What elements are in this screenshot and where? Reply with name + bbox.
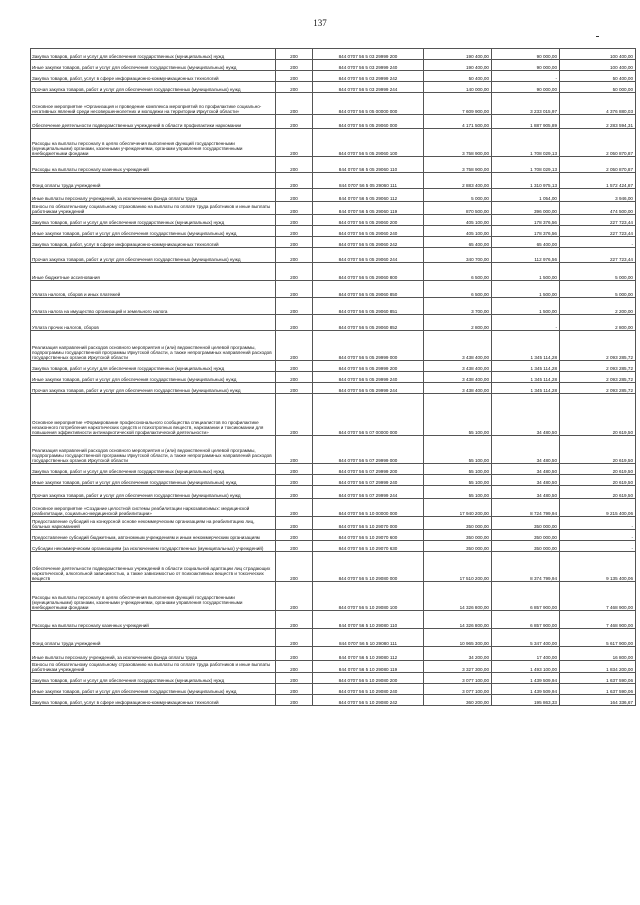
- row-name-cell: Иные бюджетные ассигнования: [31, 263, 276, 281]
- row-executed-cell: 34 480,50: [492, 394, 560, 436]
- row-remaining-cell: 1 834 200,00: [560, 661, 636, 673]
- row-executed-cell: 396 000,00: [492, 202, 560, 215]
- row-name-cell: Расходы на выплаты персоналу казенных учреждений: [31, 157, 276, 173]
- row-type-cell: 200: [276, 436, 313, 464]
- row-type-cell: 200: [276, 361, 313, 372]
- row-type-cell: 200: [276, 263, 313, 281]
- row-remaining-cell: 474 500,00: [560, 202, 636, 215]
- row-name-cell: Иные закупки товаров, работ и услуг для обеспечения государственных (муниципальных) нужд: [31, 372, 276, 383]
- row-approved-cell: 340 700,00: [424, 248, 492, 263]
- row-name-cell: Иные выплаты персоналу учреждений, за исключением фонда оплаты труда: [31, 189, 276, 202]
- row-remaining-cell: -: [560, 517, 636, 530]
- row-code-cell: 844 0707 56 5 05 29060 200: [313, 215, 424, 226]
- table-row: [31, 82, 636, 93]
- row-approved-cell: 14 326 800,00: [424, 611, 492, 629]
- row-remaining-cell: 20 619,50: [560, 475, 636, 486]
- table-row: [31, 202, 636, 215]
- row-executed-cell: 1 345 114,28: [492, 372, 560, 383]
- row-executed-cell: 5 347 400,00: [492, 629, 560, 647]
- row-executed-cell: 65 400,00: [492, 237, 560, 248]
- row-code-cell: 844 0707 56 5 05 29060 111: [313, 173, 424, 189]
- row-approved-cell: 350 000,00: [424, 517, 492, 530]
- row-type-cell: 200: [276, 202, 313, 215]
- row-name-cell: Субсидии некоммерческим организациям (за исключением государственных (муниципальных) учреждений): [31, 541, 276, 552]
- row-name-cell: Предоставление субсидий на конкурсной основе некоммерческим организациям на реабилитацию лиц, больных наркоманией: [31, 517, 276, 530]
- row-remaining-cell: 1 637 590,06: [560, 684, 636, 695]
- table-row: [31, 157, 636, 173]
- row-name-cell: Закупка товаров, работ, услуг в сфере информационно-коммуникационных технологий: [31, 71, 276, 82]
- row-executed-cell: 1 345 114,28: [492, 331, 560, 361]
- row-executed-cell: 112 976,56: [492, 248, 560, 263]
- row-name-cell: Уплата прочих налогов, сборов: [31, 315, 276, 331]
- row-code-cell: 844 0707 56 5 05 29060 850: [313, 281, 424, 298]
- row-remaining-cell: 1 572 424,87: [560, 173, 636, 189]
- table-row: [31, 115, 636, 129]
- row-type-cell: 200: [276, 530, 313, 541]
- row-executed-cell: 178 376,56: [492, 215, 560, 226]
- row-executed-cell: 1 310 975,13: [492, 173, 560, 189]
- row-name-cell: Иные закупки товаров, работ и услуг для обеспечения государственных (муниципальных) нужд: [31, 60, 276, 71]
- row-remaining-cell: 20 619,50: [560, 486, 636, 499]
- row-type-cell: 200: [276, 71, 313, 82]
- table-row: [31, 695, 636, 706]
- row-name-cell: Прочая закупка товаров, работ и услуг для обеспечения государственных (муниципальных) нужд: [31, 82, 276, 93]
- row-executed-cell: 34 480,50: [492, 464, 560, 475]
- row-code-cell: 844 0707 56 5 05 29060 100: [313, 129, 424, 157]
- row-name-cell: Фонд оплаты труда учреждений: [31, 173, 276, 189]
- row-remaining-cell: 2 800,00: [560, 315, 636, 331]
- row-remaining-cell: 100 400,00: [560, 49, 636, 60]
- row-executed-cell: -: [492, 315, 560, 331]
- row-remaining-cell: 2 093 285,72: [560, 372, 636, 383]
- table-row: [31, 517, 636, 530]
- row-type-cell: 200: [276, 661, 313, 673]
- row-name-cell: Уплата налогов, сборов и иных платежей: [31, 281, 276, 298]
- row-name-cell: Расходы на выплаты персоналу казенных учреждений: [31, 611, 276, 629]
- row-code-cell: 844 0707 56 5 10 29080 000: [313, 552, 424, 582]
- row-remaining-cell: 100 400,00: [560, 60, 636, 71]
- row-code-cell: 844 0707 56 5 07 29999 200: [313, 464, 424, 475]
- table-row: [31, 530, 636, 541]
- row-type-cell: 200: [276, 331, 313, 361]
- row-name-cell: Прочая закупка товаров, работ и услуг для обеспечения государственных (муниципальных) нужд: [31, 486, 276, 499]
- row-remaining-cell: 16 800,00: [560, 647, 636, 661]
- table-row: [31, 647, 636, 661]
- row-name-cell: Реализация направлений расходов основного мероприятия и (или) ведомственной целевой программы, подпрограммы государственной программы Иркутской области, а также непрограммных направлений расходов государственных органов Иркутской области: [31, 436, 276, 464]
- row-code-cell: 844 0707 56 5 10 29080 242: [313, 695, 424, 706]
- row-remaining-cell: -: [560, 530, 636, 541]
- row-type-cell: 200: [276, 157, 313, 173]
- row-executed-cell: 1 345 114,28: [492, 361, 560, 372]
- table-row: [31, 673, 636, 684]
- row-type-cell: 200: [276, 82, 313, 93]
- table-row: [31, 331, 636, 361]
- row-type-cell: 200: [276, 629, 313, 647]
- row-approved-cell: 6 500,00: [424, 281, 492, 298]
- table-row: [31, 475, 636, 486]
- row-name-cell: Иные закупки товаров, работ и услуг для обеспечения государственных (муниципальных) нужд: [31, 226, 276, 237]
- row-name-cell: Расходы на выплаты персоналу в целях обеспечения выполнения функций государственными (муниципальными) органами, казенными учреждениями, органами управления государственными внебюджетными фондами: [31, 129, 276, 157]
- row-executed-cell: 1 500,00: [492, 263, 560, 281]
- row-type-cell: 200: [276, 173, 313, 189]
- row-approved-cell: 6 500,00: [424, 263, 492, 281]
- row-remaining-cell: 7 468 900,00: [560, 611, 636, 629]
- row-approved-cell: 3 758 900,00: [424, 129, 492, 157]
- row-remaining-cell: 2 093 285,72: [560, 361, 636, 372]
- table-row: [31, 49, 636, 60]
- row-code-cell: 844 0707 56 5 05 29999 000: [313, 331, 424, 361]
- row-type-cell: 200: [276, 237, 313, 248]
- table-row: [31, 298, 636, 315]
- row-executed-cell: 34 480,50: [492, 475, 560, 486]
- row-remaining-cell: 20 619,50: [560, 464, 636, 475]
- row-type-cell: 200: [276, 60, 313, 71]
- row-type-cell: 200: [276, 189, 313, 202]
- row-code-cell: 844 0707 56 5 03 29999 242: [313, 71, 424, 82]
- row-code-cell: 844 0707 56 5 03 29999 244: [313, 82, 424, 93]
- row-executed-cell: 1 439 509,94: [492, 684, 560, 695]
- row-type-cell: 200: [276, 475, 313, 486]
- table-row: [31, 661, 636, 673]
- row-remaining-cell: 227 723,44: [560, 215, 636, 226]
- row-name-cell: Реализация направлений расходов основного мероприятия и (или) ведомственной целевой программы, подпрограммы государственной программы Иркутской области, а также непрограммных направлений расходов государственных органов Иркутской области: [31, 331, 276, 361]
- row-executed-cell: 90 000,00: [492, 49, 560, 60]
- row-remaining-cell: 2 200,00: [560, 298, 636, 315]
- row-approved-cell: 3 438 400,00: [424, 331, 492, 361]
- row-executed-cell: 6 857 900,00: [492, 582, 560, 611]
- row-name-cell: Прочая закупка товаров, работ и услуг для обеспечения государственных (муниципальных) нужд: [31, 383, 276, 394]
- row-executed-cell: 350 000,00: [492, 541, 560, 552]
- row-remaining-cell: 2 093 285,72: [560, 383, 636, 394]
- row-code-cell: 844 0707 56 5 10 29070 630: [313, 541, 424, 552]
- row-type-cell: 200: [276, 673, 313, 684]
- row-remaining-cell: 7 468 900,00: [560, 582, 636, 611]
- row-name-cell: Закупка товаров, работ и услуг для обеспечения государственных (муниципальных) нужд: [31, 673, 276, 684]
- row-code-cell: 844 0707 56 5 07 00000 000: [313, 394, 424, 436]
- row-name-cell: Основное мероприятие «Создание целостной системы реабилитации наркозависимых: медицинской реабилитации, социально-медицинской реабилитации»: [31, 499, 276, 517]
- row-remaining-cell: 227 723,44: [560, 248, 636, 263]
- row-code-cell: 844 0707 56 5 10 29080 119: [313, 661, 424, 673]
- row-approved-cell: 140 000,00: [424, 82, 492, 93]
- row-name-cell: Закупка товаров, работ, услуг в сфере информационно-коммуникационных технологий: [31, 695, 276, 706]
- row-executed-cell: 1 500,00: [492, 281, 560, 298]
- row-code-cell: 844 0707 56 5 03 29999 200: [313, 49, 424, 60]
- row-executed-cell: -: [492, 71, 560, 82]
- row-remaining-cell: -: [560, 541, 636, 552]
- row-executed-cell: 1 439 509,94: [492, 673, 560, 684]
- row-type-cell: 200: [276, 93, 313, 115]
- row-remaining-cell: 9 215 400,06: [560, 499, 636, 517]
- row-code-cell: 844 0707 56 5 10 29080 112: [313, 647, 424, 661]
- row-executed-cell: 8 374 799,94: [492, 552, 560, 582]
- row-approved-cell: 55 100,00: [424, 394, 492, 436]
- row-code-cell: 844 0707 56 5 10 29080 200: [313, 673, 424, 684]
- row-code-cell: 844 0707 56 5 05 29060 000: [313, 115, 424, 129]
- row-executed-cell: 350 000,00: [492, 517, 560, 530]
- row-name-cell: Обеспечение деятельности подведомственных учреждений в области профилактики наркомании: [31, 115, 276, 129]
- row-remaining-cell: 3 946,00: [560, 189, 636, 202]
- row-code-cell: 844 0707 56 5 05 29060 119: [313, 202, 424, 215]
- row-approved-cell: 34 200,00: [424, 647, 492, 661]
- table-row: [31, 436, 636, 464]
- row-approved-cell: 55 100,00: [424, 486, 492, 499]
- row-name-cell: Закупка товаров, работ и услуг для обеспечения государственных (муниципальных) нужд: [31, 215, 276, 226]
- row-type-cell: 200: [276, 394, 313, 436]
- row-name-cell: Закупка товаров, работ и услуг для обеспечения государственных (муниципальных) нужд: [31, 361, 276, 372]
- row-remaining-cell: 9 135 400,06: [560, 552, 636, 582]
- row-approved-cell: 350 000,00: [424, 541, 492, 552]
- row-remaining-cell: 2 093 285,72: [560, 331, 636, 361]
- row-executed-cell: 8 724 799,94: [492, 499, 560, 517]
- table-row: [31, 486, 636, 499]
- table-row: [31, 499, 636, 517]
- row-type-cell: 200: [276, 684, 313, 695]
- table-row: [31, 611, 636, 629]
- row-approved-cell: 2 800,00: [424, 315, 492, 331]
- row-type-cell: 200: [276, 226, 313, 237]
- row-executed-cell: 1 345 114,28: [492, 383, 560, 394]
- row-approved-cell: 405 100,00: [424, 226, 492, 237]
- row-approved-cell: 50 400,00: [424, 71, 492, 82]
- row-executed-cell: 90 000,00: [492, 60, 560, 71]
- row-approved-cell: 360 200,00: [424, 695, 492, 706]
- row-approved-cell: 3 758 900,00: [424, 157, 492, 173]
- table-row: [31, 315, 636, 331]
- row-type-cell: 200: [276, 464, 313, 475]
- row-code-cell: 844 0707 56 5 05 00000 000: [313, 93, 424, 115]
- row-executed-cell: 195 863,33: [492, 695, 560, 706]
- table-row: [31, 394, 636, 436]
- row-approved-cell: 3 077 100,00: [424, 684, 492, 695]
- row-remaining-cell: 227 723,44: [560, 226, 636, 237]
- table-row: [31, 684, 636, 695]
- row-type-cell: 200: [276, 552, 313, 582]
- row-code-cell: 844 0707 56 5 10 29080 110: [313, 611, 424, 629]
- row-executed-cell: 6 857 900,00: [492, 611, 560, 629]
- row-code-cell: 844 0707 56 5 05 29060 800: [313, 263, 424, 281]
- row-executed-cell: 3 233 015,97: [492, 93, 560, 115]
- row-executed-cell: 34 480,50: [492, 436, 560, 464]
- row-type-cell: 200: [276, 115, 313, 129]
- row-approved-cell: 55 100,00: [424, 436, 492, 464]
- row-type-cell: 200: [276, 49, 313, 60]
- table-row: [31, 248, 636, 263]
- row-approved-cell: 65 400,00: [424, 237, 492, 248]
- row-type-cell: 200: [276, 281, 313, 298]
- row-approved-cell: 5 000,00: [424, 189, 492, 202]
- row-name-cell: Обеспечение деятельности подведомственных учреждений в области социальной адаптации лиц страдающих наркотической, алкогольной зависимостью, а также зависимостью от психоактивных веществ и токсических веществ: [31, 552, 276, 582]
- row-type-cell: 200: [276, 215, 313, 226]
- row-executed-cell: 1 054,00: [492, 189, 560, 202]
- row-code-cell: 844 0707 56 5 03 29999 240: [313, 60, 424, 71]
- table-row: [31, 464, 636, 475]
- row-name-cell: Иные выплаты персоналу учреждений, за исключением фонда оплаты труда: [31, 647, 276, 661]
- row-code-cell: 844 0707 56 5 10 29080 100: [313, 582, 424, 611]
- budget-table-sheet: [30, 48, 633, 870]
- row-name-cell: Закупка товаров, работ и услуг для обеспечения государственных (муниципальных) нужд: [31, 49, 276, 60]
- table-row: [31, 552, 636, 582]
- row-name-cell: Иные закупки товаров, работ и услуг для обеспечения государственных (муниципальных) нужд: [31, 475, 276, 486]
- row-code-cell: 844 0707 56 5 05 29060 242: [313, 237, 424, 248]
- row-type-cell: 200: [276, 499, 313, 517]
- row-code-cell: 844 0707 56 5 10 29070 600: [313, 530, 424, 541]
- row-executed-cell: 178 376,56: [492, 226, 560, 237]
- row-approved-cell: 3 438 400,00: [424, 361, 492, 372]
- table-row: [31, 629, 636, 647]
- scan-mark: [596, 36, 599, 37]
- table-row: [31, 237, 636, 248]
- row-code-cell: 844 0707 56 5 05 29060 244: [313, 248, 424, 263]
- row-approved-cell: 405 100,00: [424, 215, 492, 226]
- row-remaining-cell: 20 619,50: [560, 436, 636, 464]
- row-name-cell: Взносы по обязательному социальному страхованию на выплаты по оплате труда работников и иные выплаты работникам учреждений: [31, 202, 276, 215]
- row-name-cell: Иные закупки товаров, работ и услуг для обеспечения государственных (муниципальных) нужд: [31, 684, 276, 695]
- row-executed-cell: 350 000,00: [492, 530, 560, 541]
- row-executed-cell: 17 400,00: [492, 647, 560, 661]
- row-approved-cell: 3 700,00: [424, 298, 492, 315]
- row-type-cell: 200: [276, 541, 313, 552]
- row-executed-cell: 34 480,50: [492, 486, 560, 499]
- row-remaining-cell: 2 050 870,87: [560, 129, 636, 157]
- row-code-cell: 844 0707 56 5 07 29999 244: [313, 486, 424, 499]
- row-remaining-cell: 50 000,00: [560, 82, 636, 93]
- row-name-cell: Уплата налога на имущество организаций и земельного налога: [31, 298, 276, 315]
- row-executed-cell: 1 493 100,00: [492, 661, 560, 673]
- row-type-cell: 200: [276, 372, 313, 383]
- row-code-cell: 844 0707 56 5 05 29060 851: [313, 298, 424, 315]
- row-approved-cell: 3 438 400,00: [424, 383, 492, 394]
- row-code-cell: 844 0707 56 5 05 29060 240: [313, 226, 424, 237]
- table-row: [31, 71, 636, 82]
- table-row: [31, 541, 636, 552]
- row-name-cell: Взносы по обязательному социальному страхованию на выплаты по оплате труда работников и иные выплаты работникам учреждений: [31, 661, 276, 673]
- table-row: [31, 173, 636, 189]
- row-code-cell: 844 0707 56 5 07 29999 240: [313, 475, 424, 486]
- row-executed-cell: 1 708 029,13: [492, 129, 560, 157]
- row-remaining-cell: 1 637 590,06: [560, 673, 636, 684]
- row-name-cell: Закупка товаров, работ, услуг в сфере информационно-коммуникационных технологий: [31, 237, 276, 248]
- row-remaining-cell: 164 336,67: [560, 695, 636, 706]
- row-approved-cell: 350 000,00: [424, 530, 492, 541]
- row-approved-cell: 55 100,00: [424, 475, 492, 486]
- page-number: 137: [313, 18, 327, 28]
- row-name-cell: Закупка товаров, работ и услуг для обеспечения государственных (муниципальных) нужд: [31, 464, 276, 475]
- row-type-cell: 200: [276, 695, 313, 706]
- row-approved-cell: 2 883 400,00: [424, 173, 492, 189]
- row-type-cell: 200: [276, 486, 313, 499]
- row-approved-cell: 55 100,00: [424, 464, 492, 475]
- row-approved-cell: 3 077 100,00: [424, 673, 492, 684]
- row-code-cell: 844 0707 56 5 05 29999 200: [313, 361, 424, 372]
- row-executed-cell: 90 000,00: [492, 82, 560, 93]
- row-type-cell: 200: [276, 298, 313, 315]
- table-row: [31, 281, 636, 298]
- row-type-cell: 200: [276, 248, 313, 263]
- table-row: [31, 383, 636, 394]
- table-row: [31, 372, 636, 383]
- row-code-cell: 844 0707 56 5 10 29080 111: [313, 629, 424, 647]
- table-row: [31, 361, 636, 372]
- row-code-cell: 844 0707 56 5 05 29999 240: [313, 372, 424, 383]
- row-code-cell: 844 0707 56 5 07 29999 000: [313, 436, 424, 464]
- row-remaining-cell: 2 050 870,87: [560, 157, 636, 173]
- row-approved-cell: 3 327 300,00: [424, 661, 492, 673]
- row-approved-cell: 190 400,00: [424, 60, 492, 71]
- table-row: [31, 60, 636, 71]
- row-name-cell: Основное мероприятие «Организация и проведение комплекса мероприятий по профилактике социально-негативных явлений среди несовершеннолетних и молодежи на территории Иркутской области»: [31, 93, 276, 115]
- table-row: [31, 215, 636, 226]
- table-body: [31, 49, 636, 706]
- row-name-cell: Основное мероприятие «Формирование профессионального сообщества специалистов по профилактике незаконного потребления наркотических средств и психотропных веществ, наркомании и токсикомании для повышения эффективности антинаркотической профилактической деятельности»: [31, 394, 276, 436]
- row-type-cell: 200: [276, 383, 313, 394]
- row-code-cell: 844 0707 56 5 05 29060 110: [313, 157, 424, 173]
- row-name-cell: Предоставление субсидий бюджетным, автономным учреждениям и иным некоммерческим организациям: [31, 530, 276, 541]
- row-approved-cell: 190 400,00: [424, 49, 492, 60]
- table-row: [31, 93, 636, 115]
- row-remaining-cell: 5 617 900,00: [560, 629, 636, 647]
- table-row: [31, 226, 636, 237]
- table-row: [31, 582, 636, 611]
- row-type-cell: 200: [276, 517, 313, 530]
- row-remaining-cell: 5 000,00: [560, 263, 636, 281]
- row-type-cell: 200: [276, 611, 313, 629]
- row-executed-cell: 1 708 029,13: [492, 157, 560, 173]
- row-remaining-cell: -: [560, 237, 636, 248]
- row-type-cell: 200: [276, 315, 313, 331]
- row-code-cell: 844 0707 56 5 05 29060 852: [313, 315, 424, 331]
- row-approved-cell: 4 171 500,00: [424, 115, 492, 129]
- table-row: [31, 129, 636, 157]
- row-remaining-cell: 50 400,00: [560, 71, 636, 82]
- row-type-cell: 200: [276, 647, 313, 661]
- row-type-cell: 200: [276, 129, 313, 157]
- row-approved-cell: 17 940 200,00: [424, 499, 492, 517]
- row-approved-cell: 3 438 400,00: [424, 372, 492, 383]
- row-name-cell: Прочая закупка товаров, работ и услуг для обеспечения государственных (муниципальных) нужд: [31, 248, 276, 263]
- budget-execution-table: [30, 48, 636, 706]
- row-remaining-cell: 2 283 594,31: [560, 115, 636, 129]
- row-approved-cell: 870 500,00: [424, 202, 492, 215]
- row-code-cell: 844 0707 56 5 05 29999 244: [313, 383, 424, 394]
- row-code-cell: 844 0707 56 5 10 00000 000: [313, 499, 424, 517]
- row-remaining-cell: 5 000,00: [560, 281, 636, 298]
- row-name-cell: Расходы на выплаты персоналу в целях обеспечения выполнения функций государственными (муниципальными) органами, казенными учреждениями, органами управления государственными внебюджетными фондами: [31, 582, 276, 611]
- row-remaining-cell: 20 619,50: [560, 394, 636, 436]
- row-executed-cell: 1 500,00: [492, 298, 560, 315]
- row-name-cell: Фонд оплаты труда учреждений: [31, 629, 276, 647]
- row-code-cell: 844 0707 56 5 10 29070 000: [313, 517, 424, 530]
- row-approved-cell: 7 609 900,00: [424, 93, 492, 115]
- row-code-cell: 844 0707 56 5 05 29060 112: [313, 189, 424, 202]
- table-row: [31, 189, 636, 202]
- row-approved-cell: 17 510 200,00: [424, 552, 492, 582]
- row-executed-cell: 1 887 905,89: [492, 115, 560, 129]
- row-approved-cell: 10 965 300,00: [424, 629, 492, 647]
- row-remaining-cell: 4 376 880,03: [560, 93, 636, 115]
- row-type-cell: 200: [276, 582, 313, 611]
- table-row: [31, 263, 636, 281]
- row-approved-cell: 14 326 800,00: [424, 582, 492, 611]
- row-code-cell: 844 0707 56 5 10 29080 240: [313, 684, 424, 695]
